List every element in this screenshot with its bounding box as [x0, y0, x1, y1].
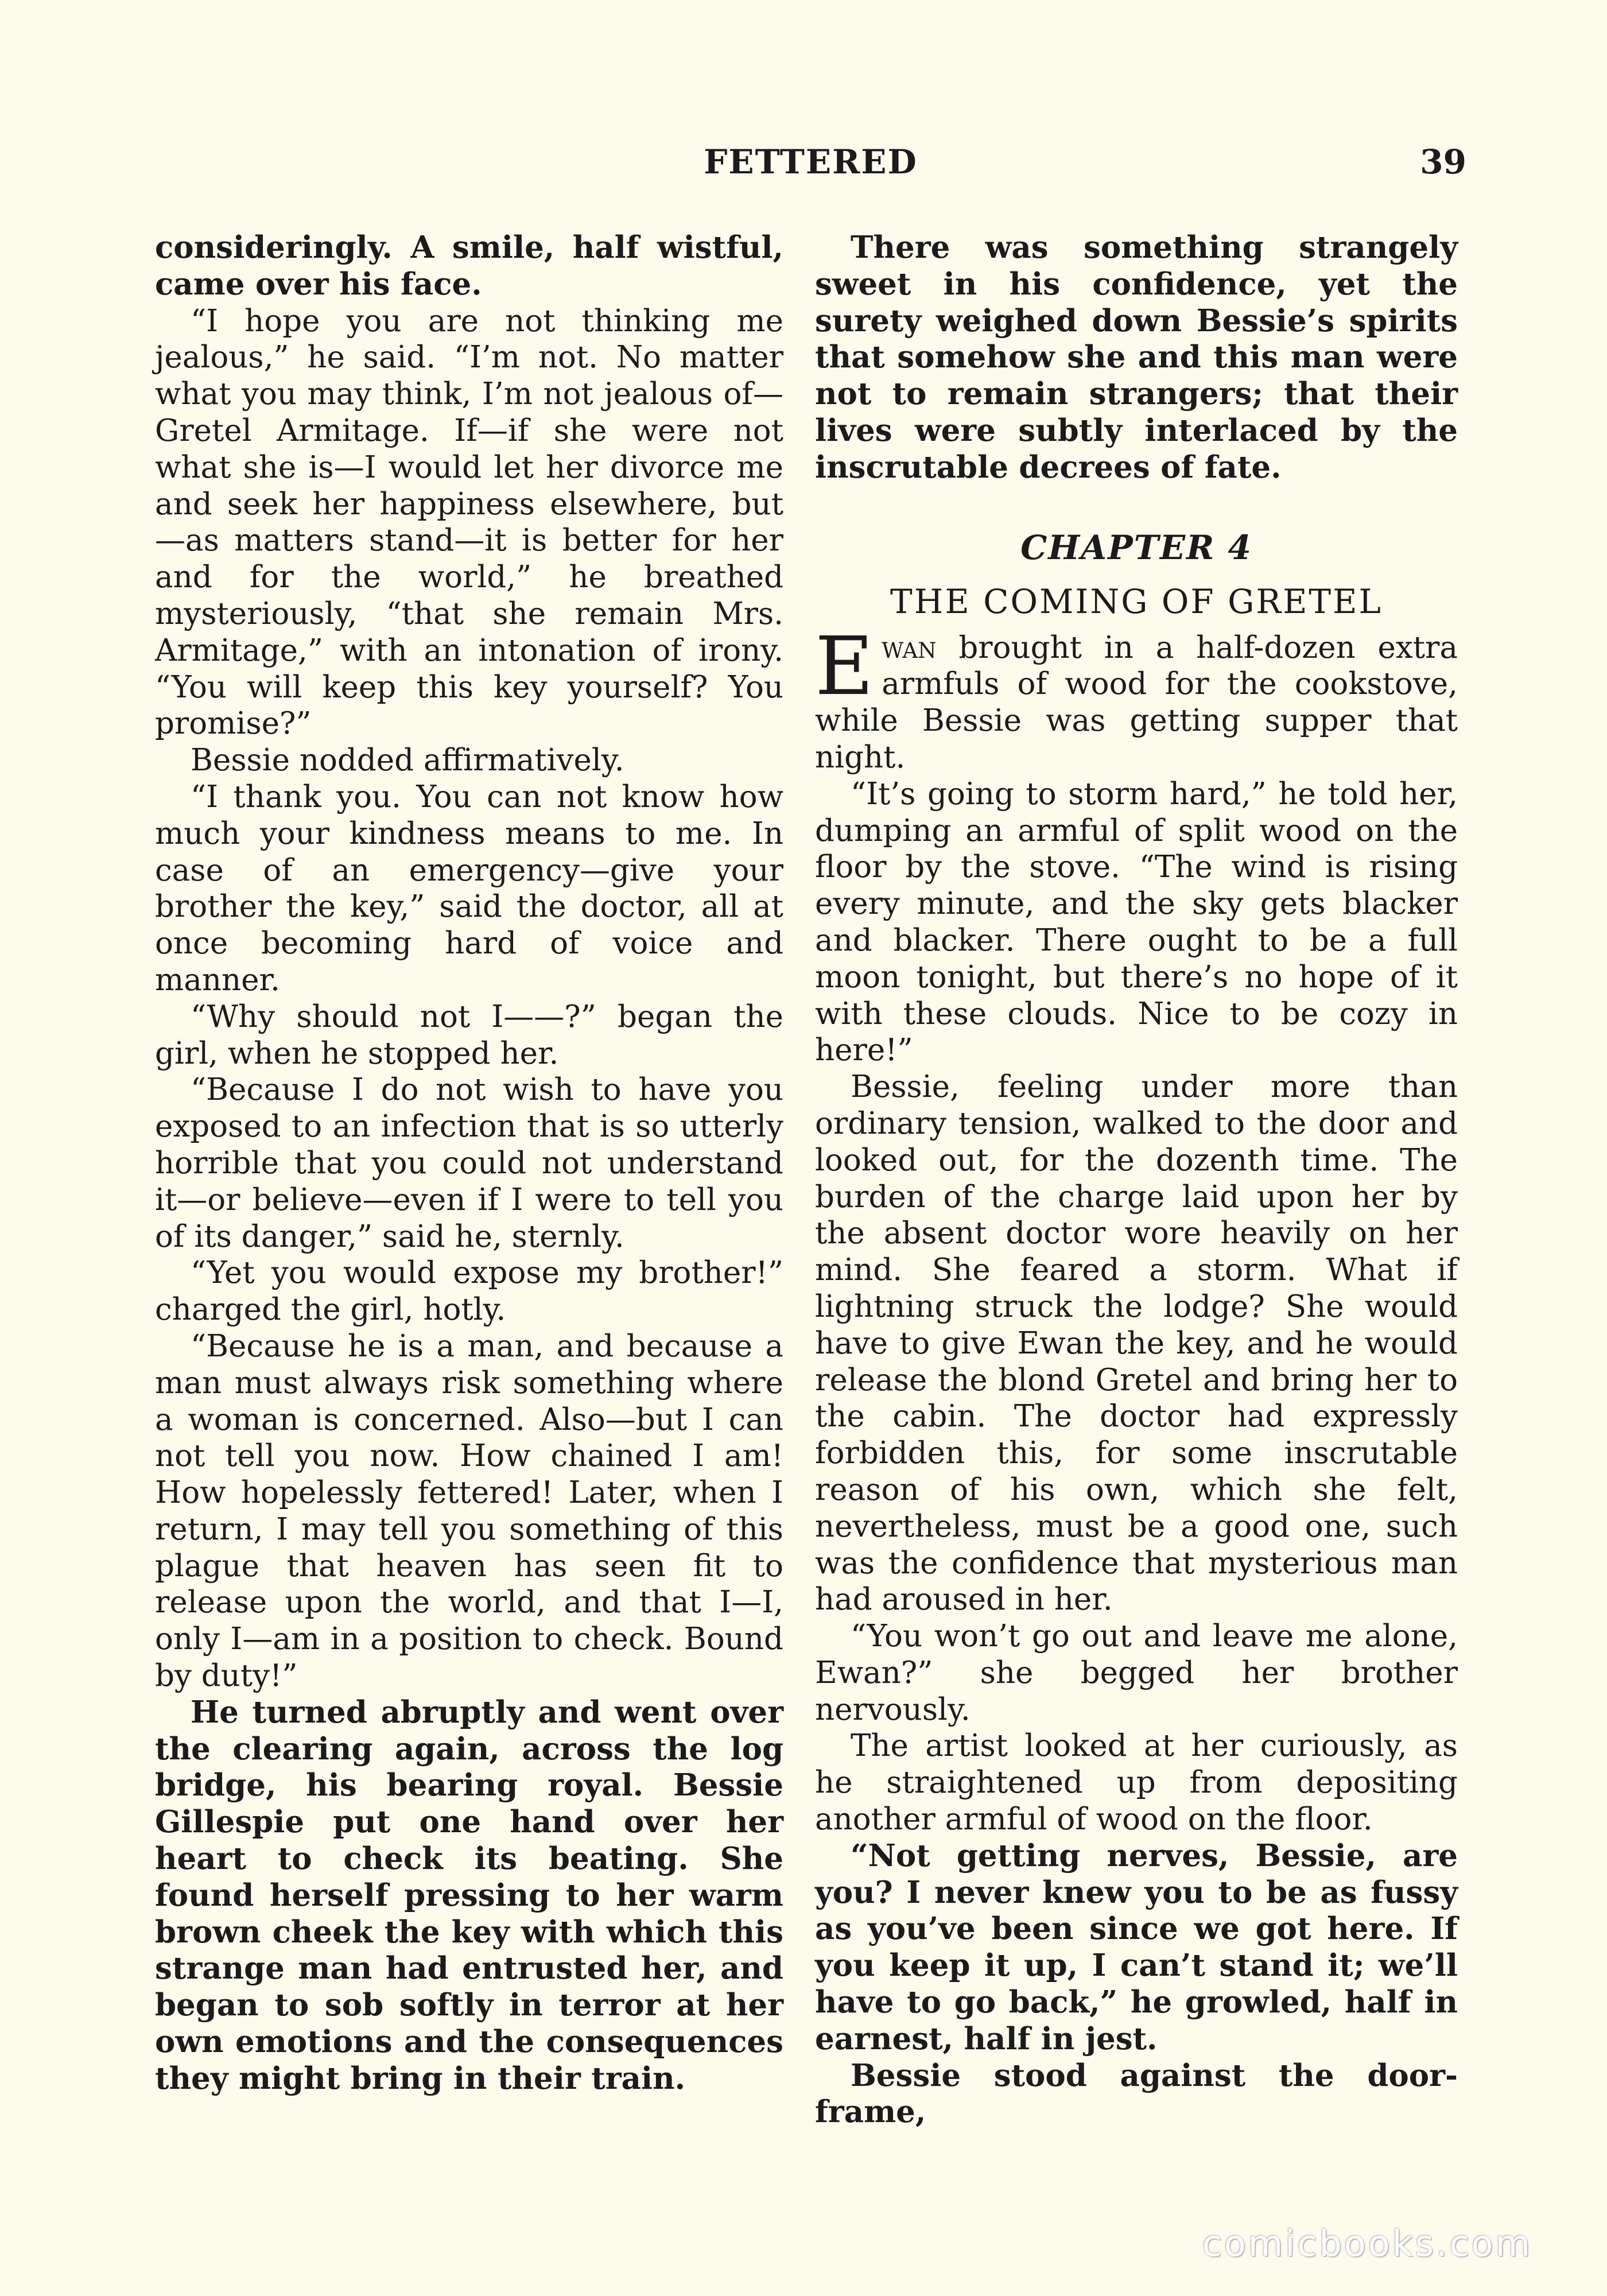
- paragraph: Bessie, feeling under more than ordinary tension, walked to the door and looked out, for the dozenth time. The burden of the charge laid upon her by the absent doctor wore heavily on her mind. She feared a storm. What if lightning struck the lodge? She would have to give Ewan the key, and he would release the blond Gretel and bring her to the cabin. The doctor had expressly forbidden this, for some inscrutable reason of his own, which she felt, nevertheless, must be a good one, such was the confidence that mysterious man had aroused in her.: [815, 1069, 1458, 1618]
- drop-cap: E: [815, 619, 874, 713]
- running-head: [155, 142, 1466, 188]
- paragraph: consideringly. A smile, half wistful, came over his face.: [155, 230, 783, 302]
- paragraph: “I hope you are not thinking me jealous,” he said. “I’m not. No matter what you may think, I’m not jealous of—Gretel Armitage. If—if she were not what she is—I would let her divorce me and seek her happiness elsewhere, but—as matters stand—it is better for her and for the world,” he breathed mysteriously, “that she remain Mrs. Armitage,” with an intonation of irony. “You will keep this key yourself? You promise?”: [155, 303, 783, 742]
- paragraph: “Yet you would expose my brother!” charged the girl, hotly.: [155, 1255, 783, 1328]
- paragraph: “Because he is a man, and because a man must always risk something where a woman is concerned. Also—but I can not tell you now. How chained I am! How hopelessly fettered! Later, when I return, I may tell you something of this plague that heaven has seen fit to release upon the world, and that I—I, only I—am in a position to check. Bound by duty!”: [155, 1328, 783, 1694]
- opening-text: brought in a half-dozen extra armfuls of wood for the cookstove, while Bessie was getting supper that night.: [815, 630, 1458, 775]
- paragraph: “You won’t go out and leave me alone, Ewan?” she begged her brother nervously.: [815, 1619, 1458, 1727]
- paragraph: “Because I do not wish to have you exposed to an infection that is so utterly horrible that you could not understand it—or believe—even if I were to tell you of its danger,” said he, sternly.: [155, 1072, 783, 1254]
- paragraph: “I thank you. You can not know how much your kindness means to me. In case of an emergency—give your brother the key,” said the doctor, all at once becoming hard of voice and manner.: [155, 779, 783, 998]
- watermark: comicbooks.com: [1202, 2223, 1532, 2264]
- chapter-opening-paragraph: [815, 619, 1458, 776]
- left-column: [155, 230, 783, 2097]
- paragraph: Bessie stood against the door-frame,: [815, 2057, 1458, 2130]
- right-column: [815, 230, 1458, 2131]
- paragraph: Bessie nodded affirmatively.: [191, 743, 624, 778]
- chapter-number: CHAPTER 4: [1020, 528, 1252, 567]
- chapter-title: THE COMING OF GRETEL: [890, 581, 1383, 621]
- paragraph: “Not getting nerves, Bessie, are you? I never knew you to be as fussy as you’ve been since we got here. If you keep it up, I can’t stand it; we’ll have to go back,” he growled, half in earnest, half in jest.: [815, 1837, 1458, 2057]
- paragraph: He turned abruptly and went over the clearing again, across the log bridge, his bearing royal. Bessie Gillespie put one hand over her heart to check its beating. She found herself pressing to her warm brown cheek the key with which this strange man had entrusted her, and began to sob softly in terror at her own emotions and the consequences they might bring in their train.: [155, 1694, 783, 2096]
- paragraph: “It’s going to storm hard,” he told her, dumping an armful of split wood on the floor by the stove. “The wind is rising every minute, and the sky gets blacker and blacker. There ought to be a full moon tonight, but there’s no hope of it with these clouds. Nice to be cozy in here!”: [815, 776, 1458, 1068]
- page-number: 39: [1420, 142, 1466, 181]
- paragraph: There was something strangely sweet in his confidence, yet the surety weighed down Bessie’s spirits that somehow she and this man were not to remain strangers; that their lives were subtly interlaced by the inscrutable decrees of fate.: [815, 230, 1458, 485]
- paragraph: The artist looked at her curiously, as he straightened up from depositing another armful of wood on the floor.: [815, 1728, 1458, 1837]
- running-title: FETTERED: [704, 142, 918, 181]
- paragraph: “Why should not I——?” began the girl, when he stopped her.: [155, 999, 783, 1071]
- opening-smallcaps: wan: [882, 630, 937, 665]
